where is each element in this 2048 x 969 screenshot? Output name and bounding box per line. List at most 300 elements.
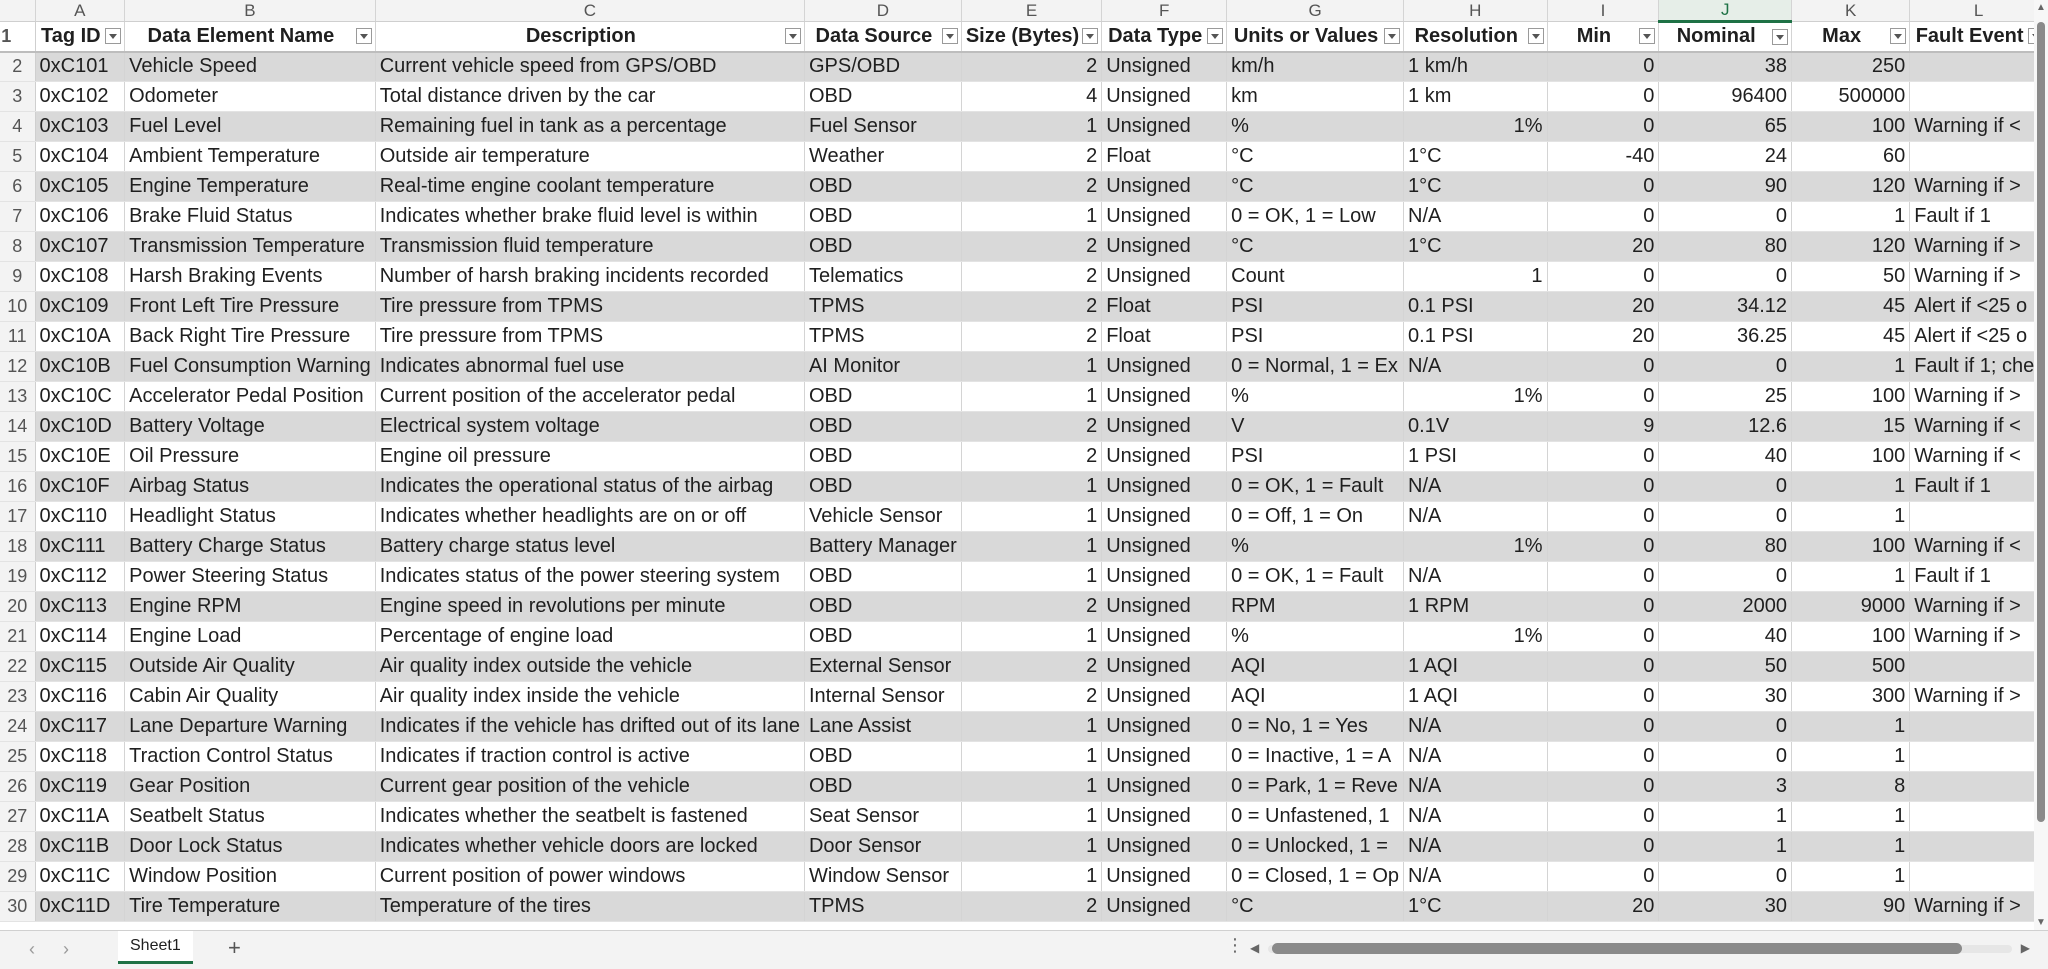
table-cell[interactable]: 0	[1659, 562, 1792, 592]
table-cell[interactable]: 2	[961, 52, 1101, 82]
table-cell[interactable]: Back Right Tire Pressure	[125, 322, 376, 352]
table-cell[interactable]: Alert if <25 o	[1910, 322, 2048, 352]
table-cell[interactable]: Front Left Tire Pressure	[125, 292, 376, 322]
table-cell[interactable]: Unsigned	[1102, 592, 1227, 622]
table-cell[interactable]: Unsigned	[1102, 502, 1227, 532]
table-cell[interactable]: 120	[1792, 172, 1910, 202]
table-cell[interactable]: Seat Sensor	[804, 802, 961, 832]
table-cell[interactable]	[1910, 142, 2048, 172]
scroll-right-icon[interactable]: ▶	[2020, 941, 2030, 955]
table-cell[interactable]: Warning if >	[1910, 172, 2048, 202]
table-cell[interactable]: -40	[1547, 142, 1659, 172]
table-cell[interactable]: 1	[1792, 712, 1910, 742]
table-cell[interactable]: 0xC117	[35, 712, 125, 742]
table-cell[interactable]: 2	[961, 652, 1101, 682]
table-cell[interactable]: Internal Sensor	[804, 682, 961, 712]
table-cell[interactable]: Seatbelt Status	[125, 802, 376, 832]
horizontal-scrollbar[interactable]	[1250, 939, 2030, 957]
table-cell[interactable]: 1	[961, 832, 1101, 862]
table-cell[interactable]: Fault if 1; che	[1910, 352, 2048, 382]
table-cell[interactable]: 12.6	[1659, 412, 1792, 442]
table-cell[interactable]: Battery Charge Status	[125, 532, 376, 562]
table-cell[interactable]: 0xC114	[35, 622, 125, 652]
row-number[interactable]: 17	[0, 502, 35, 532]
table-cell[interactable]: 0xC106	[35, 202, 125, 232]
table-cell[interactable]: 1	[961, 802, 1101, 832]
table-cell[interactable]: 1	[961, 472, 1101, 502]
table-cell[interactable]: Unsigned	[1102, 622, 1227, 652]
table-cell[interactable]: OBD	[804, 622, 961, 652]
table-cell[interactable]: 250	[1792, 52, 1910, 82]
table-cell[interactable]: Unsigned	[1102, 712, 1227, 742]
scroll-down-icon[interactable]: ▼	[2036, 917, 2046, 928]
table-cell[interactable]: 1	[961, 112, 1101, 142]
table-cell[interactable]: Accelerator Pedal Position	[125, 382, 376, 412]
table-cell[interactable]: 90	[1659, 172, 1792, 202]
table-cell[interactable]: 2	[961, 442, 1101, 472]
table-cell[interactable]: 0	[1547, 532, 1659, 562]
table-cell[interactable]: 1	[1792, 742, 1910, 772]
table-cell[interactable]: Percentage of engine load	[375, 622, 804, 652]
row-number[interactable]: 2	[0, 52, 35, 82]
table-cell[interactable]: GPS/OBD	[804, 52, 961, 82]
table-cell[interactable]: 1	[961, 202, 1101, 232]
table-cell[interactable]: 0xC11C	[35, 862, 125, 892]
table-cell[interactable]: Unsigned	[1102, 382, 1227, 412]
table-cell[interactable]: 0.1 PSI	[1404, 292, 1548, 322]
table-cell[interactable]	[1910, 712, 2048, 742]
table-cell[interactable]: 0 = Closed, 1 = Op	[1227, 862, 1404, 892]
header-cell[interactable]	[1659, 22, 1792, 52]
table-cell[interactable]: 8	[1792, 772, 1910, 802]
table-cell[interactable]: 30	[1659, 682, 1792, 712]
table-cell[interactable]: 0xC115	[35, 652, 125, 682]
table-cell[interactable]: TPMS	[804, 322, 961, 352]
table-cell[interactable]: °C	[1227, 142, 1404, 172]
header-cell[interactable]	[1547, 22, 1659, 52]
table-cell[interactable]: Warning if >	[1910, 262, 2048, 292]
table-cell[interactable]	[1910, 832, 2048, 862]
table-cell[interactable]: 34.12	[1659, 292, 1792, 322]
table-cell[interactable]: 100	[1792, 382, 1910, 412]
table-cell[interactable]: Current position of the accelerator pedal	[375, 382, 804, 412]
table-cell[interactable]: Indicates if the vehicle has drifted out of its lane	[375, 712, 804, 742]
table-cell[interactable]: 1	[961, 532, 1101, 562]
table-cell[interactable]: Warning if >	[1910, 232, 2048, 262]
filter-dropdown-icon[interactable]	[785, 28, 801, 44]
table-cell[interactable]: Electrical system voltage	[375, 412, 804, 442]
table-cell[interactable]: OBD	[804, 232, 961, 262]
table-cell[interactable]: 0	[1547, 832, 1659, 862]
table-cell[interactable]: 0	[1659, 862, 1792, 892]
table-cell[interactable]: 0	[1659, 712, 1792, 742]
table-cell[interactable]: 0	[1547, 652, 1659, 682]
table-cell[interactable]: Harsh Braking Events	[125, 262, 376, 292]
table-cell[interactable]: 0xC11D	[35, 892, 125, 922]
table-cell[interactable]: Count	[1227, 262, 1404, 292]
row-number[interactable]: 1	[0, 22, 35, 52]
table-cell[interactable]: 0	[1547, 682, 1659, 712]
table-cell[interactable]: Current vehicle speed from GPS/OBD	[375, 52, 804, 82]
table-cell[interactable]: Unsigned	[1102, 52, 1227, 82]
table-cell[interactable]: 1	[1792, 202, 1910, 232]
table-cell[interactable]: 1	[1792, 562, 1910, 592]
table-cell[interactable]: 2	[961, 232, 1101, 262]
table-cell[interactable]: 500	[1792, 652, 1910, 682]
table-cell[interactable]: Ambient Temperature	[125, 142, 376, 172]
table-cell[interactable]: 1 km/h	[1404, 52, 1548, 82]
table-cell[interactable]: 1	[961, 742, 1101, 772]
table-cell[interactable]: Float	[1102, 292, 1227, 322]
column-header-e[interactable]: E	[961, 0, 1101, 22]
filter-dropdown-icon[interactable]	[356, 28, 372, 44]
table-cell[interactable]: Fuel Sensor	[804, 112, 961, 142]
table-cell[interactable]: Unsigned	[1102, 772, 1227, 802]
table-cell[interactable]: %	[1227, 382, 1404, 412]
table-cell[interactable]: Unsigned	[1102, 742, 1227, 772]
table-cell[interactable]: 0xC107	[35, 232, 125, 262]
table-cell[interactable]: Unsigned	[1102, 442, 1227, 472]
table-cell[interactable]: Fault if 1	[1910, 562, 2048, 592]
column-header-j[interactable]: J	[1659, 0, 1792, 22]
row-number[interactable]: 15	[0, 442, 35, 472]
table-cell[interactable]: Vehicle Sensor	[804, 502, 961, 532]
table-cell[interactable]: 2000	[1659, 592, 1792, 622]
table-cell[interactable]: Float	[1102, 142, 1227, 172]
table-cell[interactable]: 2	[961, 172, 1101, 202]
filter-dropdown-icon[interactable]	[1384, 28, 1400, 44]
table-cell[interactable]: 0	[1547, 262, 1659, 292]
table-cell[interactable]: 2	[961, 322, 1101, 352]
table-cell[interactable]: 0 = Off, 1 = On	[1227, 502, 1404, 532]
column-header-l[interactable]: L	[1910, 0, 2048, 22]
table-cell[interactable]: Temperature of the tires	[375, 892, 804, 922]
table-cell[interactable]: 45	[1792, 322, 1910, 352]
header-cell[interactable]	[125, 22, 376, 52]
table-cell[interactable]: 2	[961, 682, 1101, 712]
table-cell[interactable]: 0	[1659, 472, 1792, 502]
table-cell[interactable]: 1 RPM	[1404, 592, 1548, 622]
table-cell[interactable]: Unsigned	[1102, 652, 1227, 682]
table-cell[interactable]: 0xC10F	[35, 472, 125, 502]
table-cell[interactable]: Odometer	[125, 82, 376, 112]
table-cell[interactable]: 24	[1659, 142, 1792, 172]
table-cell[interactable]: OBD	[804, 562, 961, 592]
table-cell[interactable]: 1 AQI	[1404, 652, 1548, 682]
table-cell[interactable]: 0xC103	[35, 112, 125, 142]
table-cell[interactable]: 0xC111	[35, 532, 125, 562]
table-cell[interactable]: Window Position	[125, 862, 376, 892]
table-cell[interactable]: %	[1227, 112, 1404, 142]
table-cell[interactable]: 15	[1792, 412, 1910, 442]
table-cell[interactable]	[1910, 802, 2048, 832]
table-cell[interactable]: Airbag Status	[125, 472, 376, 502]
table-cell[interactable]: Alert if <25 o	[1910, 292, 2048, 322]
table-cell[interactable]: Warning if <	[1910, 532, 2048, 562]
table-cell[interactable]: 1°C	[1404, 232, 1548, 262]
row-number[interactable]: 26	[0, 772, 35, 802]
filter-dropdown-icon[interactable]	[1207, 28, 1223, 44]
table-cell[interactable]: 4	[961, 82, 1101, 112]
table-cell[interactable]: 1	[1792, 802, 1910, 832]
table-cell[interactable]: 1%	[1404, 112, 1548, 142]
table-cell[interactable]: 2	[961, 292, 1101, 322]
filter-dropdown-icon[interactable]	[1528, 28, 1544, 44]
table-cell[interactable]: Air quality index inside the vehicle	[375, 682, 804, 712]
table-cell[interactable]: Float	[1102, 322, 1227, 352]
table-cell[interactable]: 0xC116	[35, 682, 125, 712]
table-cell[interactable]: Door Lock Status	[125, 832, 376, 862]
table-cell[interactable]: 9000	[1792, 592, 1910, 622]
table-cell[interactable]: 0 = Inactive, 1 = A	[1227, 742, 1404, 772]
table-cell[interactable]: 1	[961, 502, 1101, 532]
table-cell[interactable]: OBD	[804, 412, 961, 442]
table-cell[interactable]: 0 = No, 1 = Yes	[1227, 712, 1404, 742]
table-cell[interactable]: TPMS	[804, 292, 961, 322]
row-number[interactable]: 25	[0, 742, 35, 772]
table-cell[interactable]: 80	[1659, 232, 1792, 262]
row-number[interactable]: 16	[0, 472, 35, 502]
table-cell[interactable]: 0xC110	[35, 502, 125, 532]
table-cell[interactable]: 1	[961, 862, 1101, 892]
table-cell[interactable]: 1°C	[1404, 892, 1548, 922]
select-all-corner[interactable]	[0, 0, 35, 22]
prev-sheet-icon[interactable]: ‹	[29, 939, 35, 959]
row-number[interactable]: 6	[0, 172, 35, 202]
filter-dropdown-icon[interactable]	[105, 28, 121, 44]
table-cell[interactable]: 500000	[1792, 82, 1910, 112]
table-cell[interactable]: 0 = Park, 1 = Reve	[1227, 772, 1404, 802]
table-cell[interactable]: 1	[961, 772, 1101, 802]
table-cell[interactable]: 20	[1547, 292, 1659, 322]
table-cell[interactable]: 0xC10D	[35, 412, 125, 442]
table-cell[interactable]: 0	[1659, 262, 1792, 292]
table-cell[interactable]: Fault if 1	[1910, 202, 2048, 232]
table-cell[interactable]: Warning if >	[1910, 892, 2048, 922]
table-cell[interactable]: Transmission Temperature	[125, 232, 376, 262]
table-cell[interactable]: 100	[1792, 442, 1910, 472]
table-cell[interactable]: 30	[1659, 892, 1792, 922]
table-cell[interactable]: 0	[1659, 352, 1792, 382]
table-cell[interactable]: 1	[1404, 262, 1548, 292]
table-cell[interactable]: Outside Air Quality	[125, 652, 376, 682]
row-number[interactable]: 8	[0, 232, 35, 262]
column-header-g[interactable]: G	[1227, 0, 1404, 22]
scroll-up-icon[interactable]: ▲	[2036, 2, 2046, 13]
table-cell[interactable]: Tire pressure from TPMS	[375, 292, 804, 322]
table-cell[interactable]: AI Monitor	[804, 352, 961, 382]
table-cell[interactable]: Unsigned	[1102, 262, 1227, 292]
table-cell[interactable]: Headlight Status	[125, 502, 376, 532]
table-cell[interactable]: Battery charge status level	[375, 532, 804, 562]
table-cell[interactable]: 0	[1547, 202, 1659, 232]
table-cell[interactable]: 0xC109	[35, 292, 125, 322]
table-cell[interactable]: 0	[1547, 442, 1659, 472]
table-cell[interactable]: 40	[1659, 622, 1792, 652]
table-cell[interactable]: Indicates status of the power steering system	[375, 562, 804, 592]
table-cell[interactable]: 0	[1547, 472, 1659, 502]
table-cell[interactable]: 2	[961, 142, 1101, 172]
table-cell[interactable]: 0 = Normal, 1 = Ex	[1227, 352, 1404, 382]
table-cell[interactable]: Unsigned	[1102, 82, 1227, 112]
table-cell[interactable]: 40	[1659, 442, 1792, 472]
table-cell[interactable]: 120	[1792, 232, 1910, 262]
table-cell[interactable]: 0xC10C	[35, 382, 125, 412]
table-cell[interactable]: 0xC112	[35, 562, 125, 592]
table-cell[interactable]: Weather	[804, 142, 961, 172]
table-cell[interactable]: Fuel Level	[125, 112, 376, 142]
table-cell[interactable]: Warning if <	[1910, 412, 2048, 442]
table-cell[interactable]: 1	[961, 382, 1101, 412]
table-cell[interactable]: V	[1227, 412, 1404, 442]
table-cell[interactable]	[1910, 652, 2048, 682]
table-cell[interactable]: 60	[1792, 142, 1910, 172]
filter-dropdown-icon[interactable]	[942, 28, 958, 44]
table-cell[interactable]: N/A	[1404, 862, 1548, 892]
table-cell[interactable]: N/A	[1404, 802, 1548, 832]
table-cell[interactable]: 20	[1547, 232, 1659, 262]
table-cell[interactable]: Current position of power windows	[375, 862, 804, 892]
table-cell[interactable]: 100	[1792, 112, 1910, 142]
table-cell[interactable]: Indicates abnormal fuel use	[375, 352, 804, 382]
header-cell[interactable]	[35, 22, 125, 52]
table-cell[interactable]: %	[1227, 532, 1404, 562]
table-cell[interactable]: N/A	[1404, 202, 1548, 232]
table-cell[interactable]: 0	[1547, 562, 1659, 592]
table-cell[interactable]: N/A	[1404, 352, 1548, 382]
table-cell[interactable]: Battery Voltage	[125, 412, 376, 442]
table-cell[interactable]: Unsigned	[1102, 562, 1227, 592]
table-cell[interactable]: 0xC11A	[35, 802, 125, 832]
table-cell[interactable]: 0xC10B	[35, 352, 125, 382]
table-cell[interactable]: 0 = Unlocked, 1 =	[1227, 832, 1404, 862]
table-cell[interactable]: 1	[1792, 472, 1910, 502]
table-cell[interactable]: 0xC113	[35, 592, 125, 622]
row-number[interactable]: 5	[0, 142, 35, 172]
vertical-scrollbar[interactable]	[2034, 0, 2048, 930]
header-cell[interactable]	[1404, 22, 1548, 52]
table-cell[interactable]: 1	[961, 712, 1101, 742]
table-cell[interactable]: Transmission fluid temperature	[375, 232, 804, 262]
table-cell[interactable]: 0	[1659, 202, 1792, 232]
table-cell[interactable]: 0xC102	[35, 82, 125, 112]
row-number[interactable]: 12	[0, 352, 35, 382]
table-cell[interactable]: 3	[1659, 772, 1792, 802]
column-header-k[interactable]: K	[1792, 0, 1910, 22]
table-cell[interactable]: 1 AQI	[1404, 682, 1548, 712]
row-number[interactable]: 24	[0, 712, 35, 742]
table-cell[interactable]: Vehicle Speed	[125, 52, 376, 82]
table-cell[interactable]: 0 = OK, 1 = Fault	[1227, 562, 1404, 592]
table-cell[interactable]: 0	[1659, 502, 1792, 532]
table-cell[interactable]: 1	[961, 352, 1101, 382]
table-cell[interactable]: 0	[1547, 622, 1659, 652]
table-cell[interactable]: 1	[1792, 862, 1910, 892]
table-cell[interactable]: Unsigned	[1102, 172, 1227, 202]
table-cell[interactable]: Indicates whether the seatbelt is fastened	[375, 802, 804, 832]
table-cell[interactable]: 65	[1659, 112, 1792, 142]
row-number[interactable]: 23	[0, 682, 35, 712]
table-cell[interactable]: Engine oil pressure	[375, 442, 804, 472]
table-cell[interactable]: 0	[1547, 592, 1659, 622]
table-cell[interactable]: 1%	[1404, 622, 1548, 652]
column-header-b[interactable]: B	[125, 0, 376, 22]
row-number[interactable]: 20	[0, 592, 35, 622]
table-cell[interactable]: TPMS	[804, 892, 961, 922]
table-cell[interactable]: 0	[1547, 802, 1659, 832]
row-number[interactable]: 9	[0, 262, 35, 292]
table-cell[interactable]: Indicates whether headlights are on or off	[375, 502, 804, 532]
table-cell[interactable]: 0xC119	[35, 772, 125, 802]
table-cell[interactable]: km/h	[1227, 52, 1404, 82]
table-cell[interactable]: Engine RPM	[125, 592, 376, 622]
row-number[interactable]: 28	[0, 832, 35, 862]
table-cell[interactable]: 0	[1547, 352, 1659, 382]
column-header-c[interactable]: C	[375, 0, 804, 22]
table-cell[interactable]: Indicates if traction control is active	[375, 742, 804, 772]
table-cell[interactable]: 0xC10A	[35, 322, 125, 352]
table-cell[interactable]: Number of harsh braking incidents recorded	[375, 262, 804, 292]
filter-dropdown-icon[interactable]	[1639, 28, 1655, 44]
table-cell[interactable]: Fault if 1	[1910, 472, 2048, 502]
table-cell[interactable]: 1	[961, 562, 1101, 592]
column-header-h[interactable]: H	[1404, 0, 1548, 22]
table-cell[interactable]: Warning if >	[1910, 622, 2048, 652]
row-number[interactable]: 27	[0, 802, 35, 832]
add-sheet-button[interactable]: +	[228, 935, 241, 960]
table-cell[interactable]: Air quality index outside the vehicle	[375, 652, 804, 682]
table-cell[interactable]: N/A	[1404, 772, 1548, 802]
table-cell[interactable]: 0	[1547, 502, 1659, 532]
row-number[interactable]: 18	[0, 532, 35, 562]
table-cell[interactable]	[1910, 82, 2048, 112]
table-cell[interactable]: Warning if >	[1910, 382, 2048, 412]
table-cell[interactable]: PSI	[1227, 292, 1404, 322]
table-cell[interactable]: RPM	[1227, 592, 1404, 622]
table-cell[interactable]: 0xC10E	[35, 442, 125, 472]
table-cell[interactable]: Telematics	[804, 262, 961, 292]
row-number[interactable]: 30	[0, 892, 35, 922]
header-cell[interactable]	[1910, 22, 2048, 52]
vertical-scroll-thumb[interactable]	[2037, 22, 2045, 822]
table-cell[interactable]: Brake Fluid Status	[125, 202, 376, 232]
column-header-d[interactable]: D	[804, 0, 961, 22]
table-cell[interactable]: °C	[1227, 172, 1404, 202]
table-cell[interactable]: Fuel Consumption Warning	[125, 352, 376, 382]
table-cell[interactable]	[1910, 742, 2048, 772]
table-cell[interactable]: 1°C	[1404, 142, 1548, 172]
table-cell[interactable]: 2	[961, 262, 1101, 292]
table-cell[interactable]: Oil Pressure	[125, 442, 376, 472]
row-number[interactable]: 11	[0, 322, 35, 352]
table-cell[interactable]: 1	[961, 622, 1101, 652]
table-cell[interactable]: 0	[1547, 862, 1659, 892]
table-cell[interactable]: Warning if <	[1910, 112, 2048, 142]
table-cell[interactable]: Engine speed in revolutions per minute	[375, 592, 804, 622]
header-cell[interactable]	[375, 22, 804, 52]
table-cell[interactable]: PSI	[1227, 322, 1404, 352]
table-cell[interactable]: 38	[1659, 52, 1792, 82]
table-cell[interactable]: OBD	[804, 382, 961, 412]
row-number[interactable]: 21	[0, 622, 35, 652]
table-cell[interactable]: Unsigned	[1102, 352, 1227, 382]
table-cell[interactable]: 50	[1659, 652, 1792, 682]
table-cell[interactable]: PSI	[1227, 442, 1404, 472]
table-cell[interactable]: Warning if <	[1910, 442, 2048, 472]
table-cell[interactable]: Unsigned	[1102, 532, 1227, 562]
filter-dropdown-icon[interactable]	[1890, 28, 1906, 44]
column-header-f[interactable]: F	[1102, 0, 1227, 22]
